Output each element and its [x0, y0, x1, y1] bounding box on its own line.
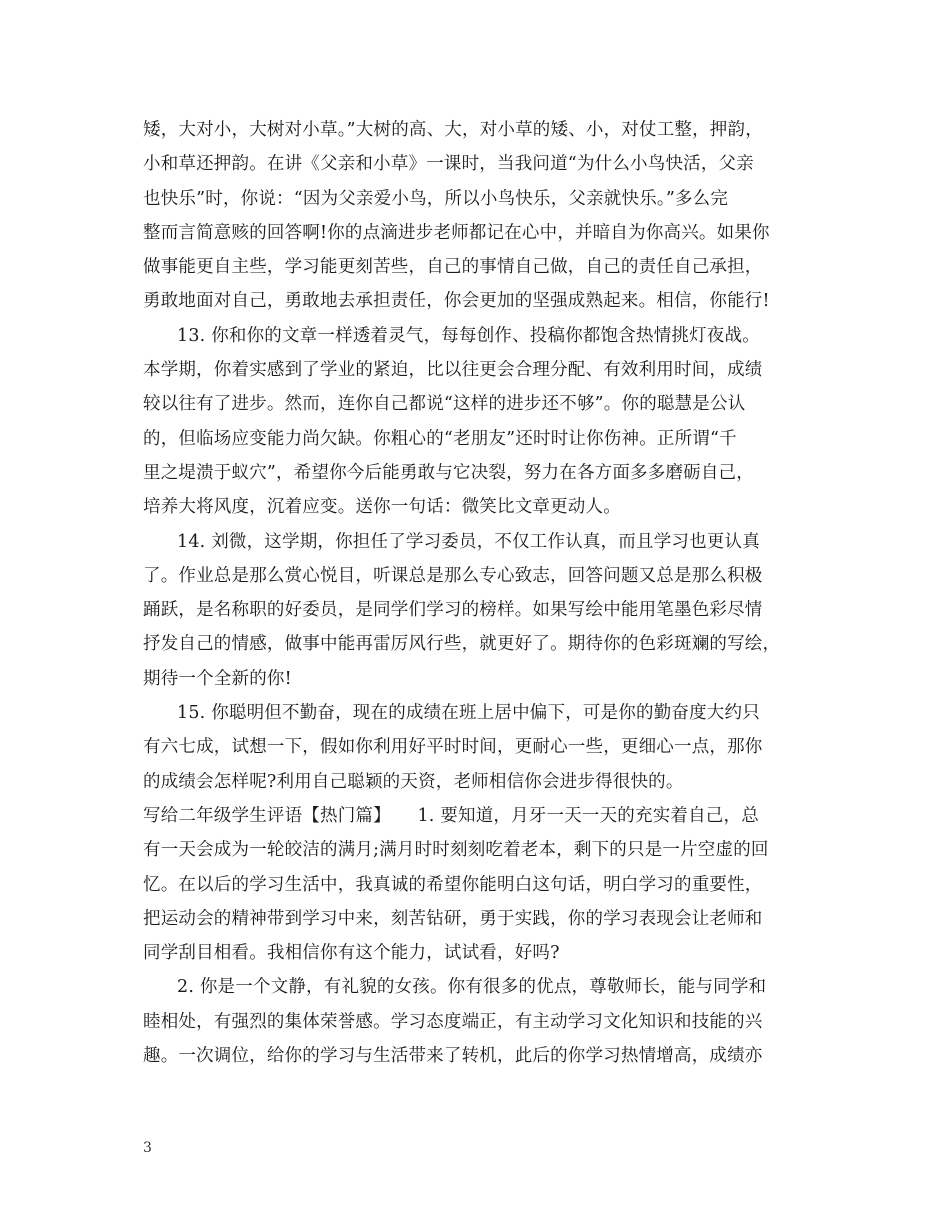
text-line: 较以往有了进步。然而，连你自己都说“这样的进步还不够”。你的聪慧是公认: [143, 394, 746, 415]
paragraph-start-line: 14. 刘微，这学期，你担任了学习委员，不仅工作认真，而且学习也更认真: [177, 531, 760, 552]
text-line: 了。作业总是那么赏心悦目，听课总是那么专心致志，回答问题又总是那么积极: [143, 565, 763, 586]
text-line: 把运动会的精神带到学习中来，刻苦钻研，勇于实践，你的学习表现会让老师和: [143, 908, 763, 929]
text-line: 踊跃，是名称职的好委员，是同学们学习的榜样。如果写绘中能用笔墨色彩尽情: [143, 600, 763, 621]
paragraph-start-line: 13. 你和你的文章一样透着灵气，每每创作、投稿你都饱含热情挑灯夜战。: [177, 325, 760, 346]
text-line: 的，但临场应变能力尚欠缺。你粗心的“老朋友”还时时让你伤神。正所谓“千: [143, 428, 737, 449]
text-line: 小和草还押韵。在讲《父亲和小草》一课时，当我问道“为什么小鸟快活，父亲: [143, 154, 754, 175]
text-line: 里之堤溃于蚁穴”，希望你今后能勇敢与它决裂，努力在各方面多多磨砺自己，: [143, 462, 754, 483]
page-number: 3: [143, 1140, 152, 1156]
document-body: [143, 113, 823, 1073]
text-line: 睦相处，有强烈的集体荣誉感。学习态度端正，有主动学习文化知识和技能的兴: [143, 1011, 763, 1032]
text-line: 也快乐”时，你说：“因为父亲爱小鸟，所以小鸟快乐，父亲就快乐。”多么完: [143, 188, 729, 209]
text-line: 抒发自己的情感，做事中能再雷厉风行些，就更好了。期待你的色彩斑斓的写绘，: [143, 634, 781, 655]
paragraph-start-line: 15. 你聪明但不勤奋，现在的成绩在班上居中偏下，可是你的勤奋度大约只: [177, 703, 760, 724]
text-line: 同学刮目相看。我相信你有这个能力，试试看，好吗?: [143, 943, 560, 964]
paragraph-start-line: 2. 你是一个文静，有礼貌的女孩。你有很多的优点，尊敬师长，能与同学和: [177, 977, 767, 998]
text-line: 有六七成，试想一下，假如你利用好平时时间，更耐心一些，更细心一点，那你: [143, 737, 763, 758]
text-line: 的成绩会怎样呢?利用自己聪颖的天资，老师相信你会进步得很快的。: [143, 771, 684, 792]
text-line: 趣。一次调位，给你的学习与生活带来了转机，此后的你学习热情增高，成绩亦: [143, 1046, 763, 1067]
text-line: 本学期，你着实感到了学业的紧迫，比以往更会合理分配、有效利用时间，成绩: [143, 360, 763, 381]
text-line: 矮，大对小，大树对小草。”大树的高、大，对小草的矮、小，对仗工整，押韵，: [143, 120, 763, 140]
text-line: 培养大将风度，沉着应变。送你一句话：微笑比文章更动人。: [143, 497, 621, 518]
text-line: 忆。在以后的学习生活中，我真诚的希望你能明白这句话，明白学习的重要性，: [143, 874, 763, 895]
text-line: 整而言简意赅的回答啊!你的点滴进步老师都记在心中，并暗自为你高兴。如果你: [143, 222, 770, 243]
section-heading-line: 写给二年级学生评语【热门篇】 1. 要知道，月牙一天一天的充实着自己，总: [143, 805, 759, 826]
text-line: 有一天会成为一轮皎洁的满月;满月时时刻刻吃着老本，剩下的只是一片空虚的回: [143, 840, 769, 861]
text-line: 勇敢地面对自己，勇敢地去承担责任，你会更加的坚强成熟起来。相信，你能行!: [143, 291, 770, 312]
text-line: 做事能更自主些，学习能更刻苦些，自己的事情自己做，自己的责任自己承担，: [143, 257, 763, 278]
text-line: 期待一个全新的你!: [143, 668, 292, 689]
